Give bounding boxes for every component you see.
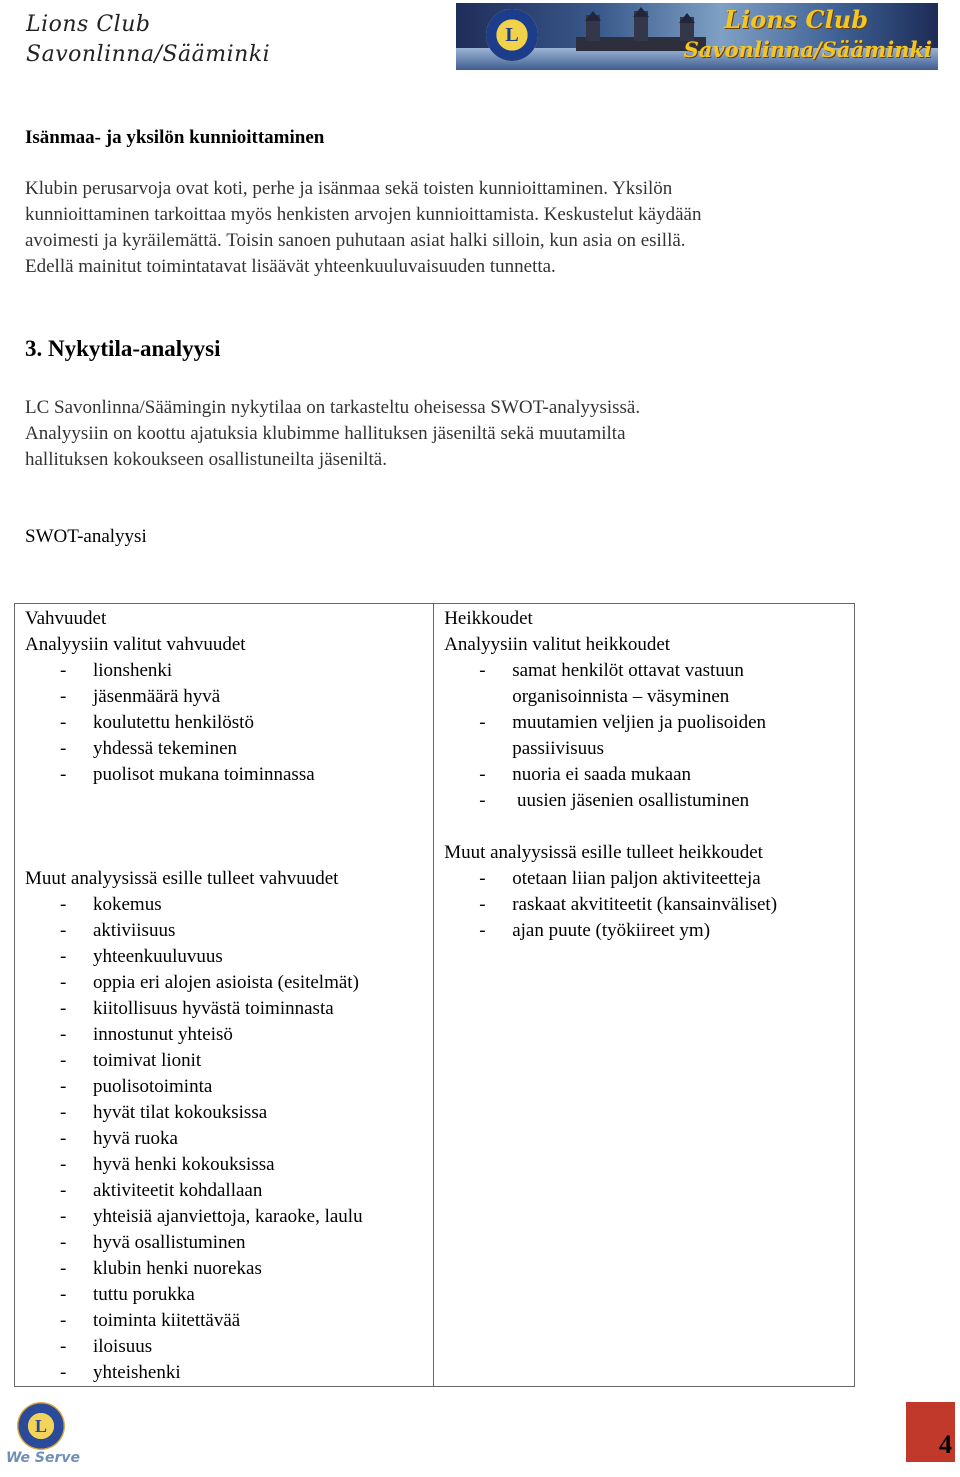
list-item: - koulutettu henkilöstö bbox=[60, 710, 433, 736]
strengths-cell bbox=[15, 604, 434, 1387]
weaknesses-other-list bbox=[444, 866, 854, 944]
analysis-line-2: Analyysiin on koottu ajatuksia klubimme hallituksen jäseniltä sekä muutamilta bbox=[25, 423, 626, 444]
analysis-line-3: hallituksen kokoukseen osallistuneilta jäseniltä. bbox=[25, 449, 387, 470]
banner-title-line2: Savonlinna/Sääminki bbox=[683, 37, 932, 62]
strengths-selected-label: Analyysiin valitut vahvuudet bbox=[25, 634, 246, 655]
list-item: - muutamien veljien ja puolisoiden passiivisuus bbox=[479, 710, 832, 762]
weaknesses-heading: Heikkoudet bbox=[444, 608, 533, 629]
list-item: - nuoria ei saada mukaan bbox=[479, 762, 854, 788]
list-item: - toiminta kiitettävää bbox=[60, 1308, 433, 1334]
strengths-other-list bbox=[25, 892, 433, 1386]
list-item: - raskaat akvititeetit (kansainväliset) bbox=[479, 892, 854, 918]
list-item: - otetaan liian paljon aktiviteetteja bbox=[479, 866, 854, 892]
list-item: - yhteisiä ajanviettoja, karaoke, laulu bbox=[60, 1204, 433, 1230]
list-item: - tuttu porukka bbox=[60, 1282, 433, 1308]
banner-title-line1: Lions Club bbox=[724, 5, 868, 34]
analysis-line-1: LC Savonlinna/Säämingin nykytilaa on tarkasteltu oheisessa SWOT-analyysissä. bbox=[25, 397, 641, 418]
footer-logo-text: We Serve bbox=[5, 1450, 81, 1466]
list-item: - klubin henki nuorekas bbox=[60, 1256, 433, 1282]
weaknesses-selected-list bbox=[444, 658, 854, 814]
respect-line-1: Klubin perusarvoja ovat koti, perhe ja isänmaa sekä toisten kunnioittaminen. Yksilön bbox=[25, 178, 673, 199]
header-title bbox=[26, 10, 270, 70]
list-item: - hyvä osallistuminen bbox=[60, 1230, 433, 1256]
respect-line-4: Edellä mainitut toimintatavat lisäävät yhteenkuuluvaisuuden tunnetta. bbox=[25, 256, 556, 277]
header-title-line1: Lions Club bbox=[26, 12, 151, 37]
page-number: 4 bbox=[939, 1430, 952, 1459]
list-item: - yhteishenki bbox=[60, 1360, 433, 1386]
header-banner bbox=[456, 3, 938, 70]
section-heading-analysis: 3. Nykytila-analyysi bbox=[25, 336, 221, 361]
respect-line-3: avoimesti ja kyräilemättä. Toisin sanoen puhutaan asiat halki silloin, kun asia on esillä. bbox=[25, 230, 686, 251]
strengths-selected-list bbox=[25, 658, 433, 788]
list-item: - kokemus bbox=[60, 892, 433, 918]
list-item: - aktiviteetit kohdallaan bbox=[60, 1178, 433, 1204]
swot-table bbox=[14, 603, 855, 1387]
list-item: - puolisot mukana toiminnassa bbox=[60, 762, 433, 788]
weaknesses-cell bbox=[434, 604, 855, 1387]
list-item: - kiitollisuus hyvästä toiminnasta bbox=[60, 996, 433, 1022]
weaknesses-other-label: Muut analyysissä esille tulleet heikkoudet bbox=[444, 842, 763, 863]
list-item: - uusien jäsenien osallistuminen bbox=[479, 788, 854, 814]
strengths-heading: Vahvuudet bbox=[25, 608, 107, 629]
list-item: - oppia eri alojen asioista (esitelmät) bbox=[60, 970, 433, 996]
lions-logo-icon: L bbox=[486, 9, 538, 61]
list-item: - hyvä henki kokouksissa bbox=[60, 1152, 433, 1178]
list-item: - puolisotoiminta bbox=[60, 1074, 433, 1100]
list-item: - hyvät tilat kokouksissa bbox=[60, 1100, 433, 1126]
header-title-line2: Savonlinna/Sääminki bbox=[26, 42, 271, 67]
list-item: - hyvä ruoka bbox=[60, 1126, 433, 1152]
list-item: - ajan puute (työkiireet ym) bbox=[479, 918, 854, 944]
list-item: - lionshenki bbox=[60, 658, 433, 684]
weaknesses-selected-label: Analyysiin valitut heikkoudet bbox=[444, 634, 671, 655]
list-item: - yhteenkuuluvuus bbox=[60, 944, 433, 970]
section-heading-respect: Isänmaa- ja yksilön kunnioittaminen bbox=[25, 127, 325, 148]
swot-title: SWOT-analyysi bbox=[25, 526, 147, 547]
list-item: - innostunut yhteisö bbox=[60, 1022, 433, 1048]
list-item: - aktiviisuus bbox=[60, 918, 433, 944]
list-item: - samat henkilöt ottavat vastuun organisoinnista – väsyminen bbox=[479, 658, 832, 710]
respect-line-2: kunnioittaminen tarkoittaa myös henkisten arvojen kunnioittamista. Keskustelut käydään bbox=[25, 204, 702, 225]
list-item: - jäsenmäärä hyvä bbox=[60, 684, 433, 710]
list-item: - toimivat lionit bbox=[60, 1048, 433, 1074]
footer-logo bbox=[3, 1402, 83, 1474]
list-item: - yhdessä tekeminen bbox=[60, 736, 433, 762]
strengths-other-label: Muut analyysissä esille tulleet vahvuudet bbox=[25, 868, 339, 889]
lions-emblem-icon: L bbox=[17, 1402, 65, 1450]
list-item: - iloisuus bbox=[60, 1334, 433, 1360]
